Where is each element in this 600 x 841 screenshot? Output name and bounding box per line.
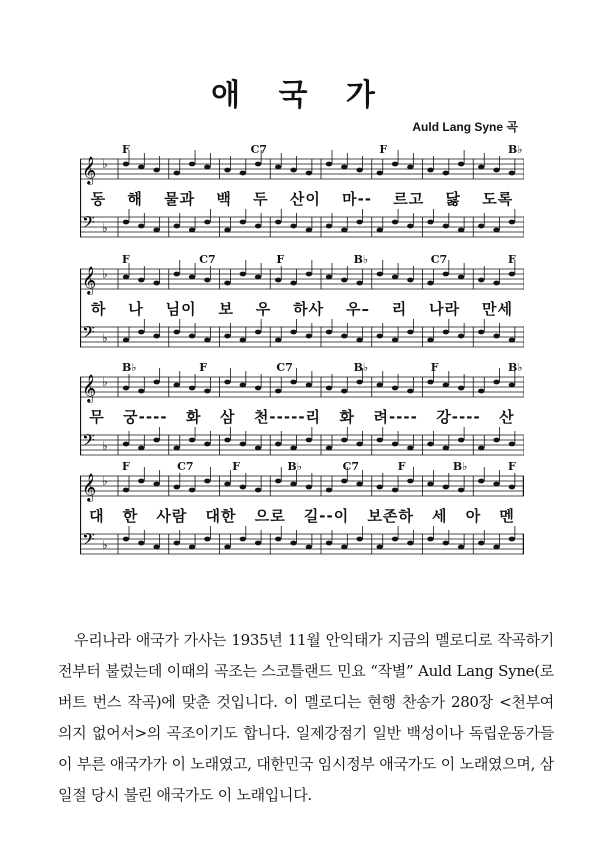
explanation-paragraph: 우리나라 애국가 가사는 1935년 11월 안익태가 지금의 멜로디로 작곡하기 전부터 불렀는데 이때의 곡조는 스코틀랜드 민요 “작별” Auld Lang Syne(로버트 번스 작곡)에 맞춘 것입니다. 이 멜로디는 현행 찬송가 280장 <천부여 의지 없어서>의 곡조이기도 합니다. 일제강점기 일반 백성이나 독립운동가들이 부른 애국가가 이 노래였고, 대한민국 임시정부 애국가도 이 노래였으며, 삼일절 당시 불린 애국가도 이 노래입니다. bbox=[58, 631, 554, 804]
chord-symbol: C7 bbox=[342, 460, 359, 473]
note-head bbox=[407, 165, 413, 170]
note-head bbox=[392, 162, 398, 167]
note-head bbox=[189, 334, 195, 339]
note-head bbox=[458, 228, 464, 233]
note-head bbox=[240, 442, 246, 447]
note-head bbox=[326, 330, 332, 335]
lyric-syllable: 산이 bbox=[289, 190, 321, 208]
note-head bbox=[153, 168, 159, 173]
lyric-syllable: 화 bbox=[186, 408, 202, 426]
note-head bbox=[306, 383, 312, 388]
lyric-syllable: 닳 bbox=[445, 190, 462, 208]
note-head bbox=[275, 278, 281, 283]
note-head bbox=[174, 171, 180, 176]
lyric-syllable: 나라 bbox=[429, 300, 461, 318]
note-head bbox=[290, 380, 296, 385]
note-head bbox=[341, 438, 347, 443]
note-head bbox=[138, 224, 144, 229]
note-head bbox=[123, 442, 129, 447]
note-head bbox=[392, 338, 398, 343]
note-head bbox=[204, 537, 210, 542]
chord-symbol: B♭ bbox=[452, 460, 468, 473]
lyric-syllable: 삼 bbox=[219, 408, 236, 426]
lyric-syllable: 두 bbox=[253, 190, 269, 208]
lyric-syllable: 한 bbox=[122, 507, 139, 525]
note-head bbox=[306, 545, 312, 550]
lyric-syllable: 리 bbox=[391, 300, 408, 318]
note-head bbox=[255, 541, 261, 546]
note-head bbox=[224, 228, 230, 233]
note-head bbox=[138, 165, 144, 170]
lyric-syllable: 려---- bbox=[373, 408, 418, 426]
note-head bbox=[341, 228, 347, 233]
note-head bbox=[478, 278, 484, 283]
note-head bbox=[458, 162, 464, 167]
note-head bbox=[458, 386, 464, 391]
note-head bbox=[174, 224, 180, 229]
lyric-syllable: 백 bbox=[216, 190, 232, 208]
note-head bbox=[153, 545, 159, 550]
note-head bbox=[493, 281, 499, 286]
lyric-line bbox=[80, 188, 524, 209]
note-head bbox=[290, 446, 296, 451]
note-head bbox=[290, 281, 296, 286]
note-head bbox=[478, 479, 484, 484]
note-head bbox=[478, 224, 484, 229]
lyric-syllable: 도록 bbox=[482, 190, 514, 208]
flat-icon: ♭ bbox=[102, 267, 108, 281]
note-head bbox=[240, 171, 246, 176]
note-head bbox=[407, 278, 413, 283]
note-head bbox=[174, 485, 180, 490]
note-head bbox=[509, 220, 515, 225]
note-head bbox=[377, 545, 383, 550]
note-head bbox=[275, 165, 281, 170]
note-head bbox=[275, 537, 281, 542]
note-head bbox=[392, 537, 398, 542]
chord-symbol: F bbox=[508, 253, 516, 266]
lyric-syllable: 천-----리 bbox=[253, 408, 322, 426]
note-head bbox=[341, 165, 347, 170]
note-head bbox=[427, 537, 433, 542]
note-head bbox=[493, 438, 499, 443]
chord-symbol: C7 bbox=[199, 253, 216, 266]
note-head bbox=[255, 224, 261, 229]
note-head bbox=[392, 442, 398, 447]
lyric-line bbox=[80, 406, 524, 427]
note-head bbox=[326, 488, 332, 493]
lyric-syllable: 마-- bbox=[342, 190, 373, 208]
lyric-syllable: 강---- bbox=[436, 408, 481, 426]
note-head bbox=[356, 442, 362, 447]
note-head bbox=[493, 228, 499, 233]
note-head bbox=[427, 220, 433, 225]
note-head bbox=[458, 334, 464, 339]
note-head bbox=[123, 275, 129, 280]
note-head bbox=[240, 383, 246, 388]
note-head bbox=[427, 380, 433, 385]
note-head bbox=[275, 479, 281, 484]
chord-symbol: B♭ bbox=[508, 143, 523, 156]
note-head bbox=[377, 171, 383, 176]
note-head bbox=[174, 446, 180, 451]
composer-credit: Auld Lang Syne 곡 bbox=[412, 120, 518, 134]
bass-clef-icon: 𝄢 bbox=[82, 430, 95, 454]
note-head bbox=[458, 275, 464, 280]
note-head bbox=[123, 220, 129, 225]
note-head bbox=[255, 386, 261, 391]
note-head bbox=[255, 275, 261, 280]
note-head bbox=[377, 383, 383, 388]
note-head bbox=[138, 479, 144, 484]
note-head bbox=[377, 272, 383, 277]
note-head bbox=[224, 482, 230, 487]
music-system-1 bbox=[80, 143, 524, 253]
note-head bbox=[123, 338, 129, 343]
note-head bbox=[326, 386, 332, 391]
note-head bbox=[443, 224, 449, 229]
note-head bbox=[174, 383, 180, 388]
chord-symbol: C7 bbox=[250, 143, 268, 156]
lyric-syllable: 해 bbox=[127, 190, 143, 208]
note-head bbox=[224, 281, 230, 286]
lyric-line bbox=[80, 505, 524, 526]
lyric-syllable: 화 bbox=[339, 408, 355, 426]
note-head bbox=[123, 162, 129, 167]
lyric-syllable: 보존하 bbox=[367, 507, 414, 525]
chord-symbol: F bbox=[122, 460, 130, 473]
lyric-syllable: 나 bbox=[128, 300, 144, 318]
note-head bbox=[392, 220, 398, 225]
note-head bbox=[138, 278, 144, 283]
note-head bbox=[478, 330, 484, 335]
treble-clef-icon: 𝄞 bbox=[82, 473, 97, 501]
lyric-syllable: 하 bbox=[90, 300, 107, 318]
note-head bbox=[326, 224, 332, 229]
chord-symbol: F bbox=[508, 460, 516, 473]
lyric-syllable: 멘 bbox=[499, 507, 515, 525]
lyric-syllable: 우– bbox=[345, 300, 370, 318]
note-head bbox=[356, 537, 362, 542]
lyric-syllable: 세 bbox=[432, 507, 448, 525]
lyric-syllable: 아 bbox=[465, 507, 482, 525]
note-head bbox=[204, 479, 210, 484]
note-head bbox=[290, 224, 296, 229]
music-system-3 bbox=[80, 361, 524, 471]
lyric-syllable: 동 bbox=[90, 190, 107, 208]
chord-symbol: B♭ bbox=[353, 253, 369, 266]
chord-symbol: F bbox=[122, 143, 130, 156]
flat-icon: ♭ bbox=[102, 439, 108, 453]
lyric-syllable: 궁---- bbox=[123, 408, 168, 426]
note-head bbox=[458, 488, 464, 493]
note-head bbox=[478, 541, 484, 546]
note-head bbox=[240, 485, 246, 490]
note-head bbox=[493, 545, 499, 550]
note-head bbox=[443, 383, 449, 388]
note-head bbox=[392, 488, 398, 493]
note-head bbox=[275, 220, 281, 225]
note-head bbox=[427, 482, 433, 487]
note-head bbox=[204, 220, 210, 225]
note-head bbox=[509, 171, 515, 176]
lyric-syllable: 르고 bbox=[393, 190, 425, 208]
note-head bbox=[204, 389, 210, 394]
note-head bbox=[153, 482, 159, 487]
note-head bbox=[290, 168, 296, 173]
note-head bbox=[509, 442, 515, 447]
lyric-syllable: 물과 bbox=[164, 190, 196, 208]
bass-clef-icon: 𝄢 bbox=[82, 322, 95, 346]
note-head bbox=[377, 485, 383, 490]
note-head bbox=[427, 281, 433, 286]
note-head bbox=[407, 224, 413, 229]
note-head bbox=[255, 488, 261, 493]
note-head bbox=[443, 330, 449, 335]
note-head bbox=[326, 275, 332, 280]
note-head bbox=[153, 228, 159, 233]
note-head bbox=[224, 334, 230, 339]
note-head bbox=[240, 220, 246, 225]
note-head bbox=[240, 537, 246, 542]
note-head bbox=[224, 380, 230, 385]
note-head bbox=[443, 446, 449, 451]
note-head bbox=[407, 479, 413, 484]
chord-symbol: C7 bbox=[177, 460, 194, 473]
note-head bbox=[255, 162, 261, 167]
note-head bbox=[306, 438, 312, 443]
note-head bbox=[443, 171, 449, 176]
note-head bbox=[443, 485, 449, 490]
note-head bbox=[458, 545, 464, 550]
note-head bbox=[138, 389, 144, 394]
note-head bbox=[123, 488, 129, 493]
lyric-syllable: 우 bbox=[255, 300, 272, 318]
note-head bbox=[204, 442, 210, 447]
lyric-syllable: 무 bbox=[89, 408, 105, 426]
note-head bbox=[478, 446, 484, 451]
page-title: 애 국 가 bbox=[211, 78, 389, 113]
note-head bbox=[326, 541, 332, 546]
note-head bbox=[509, 537, 515, 542]
note-head bbox=[377, 228, 383, 233]
chord-symbol: F bbox=[379, 143, 388, 156]
note-head bbox=[204, 165, 210, 170]
chord-symbol: B♭ bbox=[353, 361, 369, 374]
note-head bbox=[224, 438, 230, 443]
lyric-syllable: 산 bbox=[499, 408, 515, 426]
flat-icon: ♭ bbox=[102, 157, 108, 171]
note-head bbox=[493, 380, 499, 385]
note-head bbox=[174, 272, 180, 277]
note-head bbox=[153, 380, 159, 385]
chord-symbol: B♭ bbox=[287, 460, 302, 473]
note-head bbox=[407, 330, 413, 335]
note-head bbox=[189, 162, 195, 167]
note-head bbox=[189, 545, 195, 550]
chord-symbol: C7 bbox=[430, 253, 448, 266]
note-head bbox=[174, 330, 180, 335]
note-head bbox=[493, 482, 499, 487]
note-head bbox=[341, 479, 347, 484]
note-head bbox=[341, 334, 347, 339]
lyric-syllable: 대한 bbox=[205, 507, 237, 525]
lyric-syllable: 으로 bbox=[254, 507, 286, 525]
note-head bbox=[275, 338, 281, 343]
note-head bbox=[153, 281, 159, 286]
note-head bbox=[174, 541, 180, 546]
flat-icon: ♭ bbox=[102, 538, 108, 552]
treble-clef-icon: 𝄞 bbox=[82, 266, 97, 294]
chord-symbol: F bbox=[276, 253, 285, 266]
chord-symbol: F bbox=[122, 253, 130, 266]
note-head bbox=[306, 171, 312, 176]
note-head bbox=[275, 442, 281, 447]
note-head bbox=[306, 228, 312, 233]
note-head bbox=[443, 541, 449, 546]
lyric-syllable: 길--이 bbox=[303, 507, 350, 525]
flat-icon: ♭ bbox=[102, 474, 108, 488]
flat-icon: ♭ bbox=[102, 221, 108, 235]
note-head bbox=[204, 278, 210, 283]
treble-clef-icon: 𝄞 bbox=[82, 156, 97, 184]
note-head bbox=[377, 334, 383, 339]
note-head bbox=[392, 386, 398, 391]
note-head bbox=[189, 386, 195, 391]
chord-symbol: B♭ bbox=[508, 361, 523, 374]
note-head bbox=[427, 442, 433, 447]
note-head bbox=[153, 334, 159, 339]
note-head bbox=[189, 275, 195, 280]
note-head bbox=[138, 446, 144, 451]
note-head bbox=[326, 162, 332, 167]
lyric-syllable: 만세 bbox=[481, 300, 513, 318]
flat-icon: ♭ bbox=[102, 375, 108, 389]
note-head bbox=[509, 272, 515, 277]
note-head bbox=[290, 541, 296, 546]
note-head bbox=[255, 446, 261, 451]
note-head bbox=[356, 380, 362, 385]
note-head bbox=[306, 334, 312, 339]
bass-clef-icon: 𝄢 bbox=[82, 212, 95, 236]
note-head bbox=[341, 545, 347, 550]
note-head bbox=[356, 482, 362, 487]
note-head bbox=[306, 272, 312, 277]
note-head bbox=[458, 438, 464, 443]
note-head bbox=[189, 228, 195, 233]
chord-symbol: F bbox=[199, 361, 208, 374]
music-system-2 bbox=[80, 253, 524, 363]
lyric-syllable: 대 bbox=[89, 507, 105, 525]
music-system-4 bbox=[80, 460, 524, 570]
note-head bbox=[478, 165, 484, 170]
note-head bbox=[153, 438, 159, 443]
note-head bbox=[240, 338, 246, 343]
lyric-syllable: 사람 bbox=[156, 507, 188, 525]
note-head bbox=[290, 482, 296, 487]
lyric-syllable: 보 bbox=[218, 300, 234, 318]
note-head bbox=[255, 330, 261, 335]
flat-icon: ♭ bbox=[102, 331, 108, 345]
lyric-syllable: 님이 bbox=[165, 300, 197, 318]
note-head bbox=[123, 537, 129, 542]
note-head bbox=[407, 446, 413, 451]
note-head bbox=[341, 389, 347, 394]
note-head bbox=[509, 383, 515, 388]
lyric-line bbox=[80, 298, 524, 319]
note-head bbox=[509, 338, 515, 343]
note-head bbox=[443, 272, 449, 277]
note-head bbox=[204, 338, 210, 343]
note-head bbox=[138, 330, 144, 335]
chord-symbol: C7 bbox=[276, 361, 293, 374]
note-head bbox=[189, 488, 195, 493]
chord-symbol: F bbox=[397, 460, 406, 473]
note-head bbox=[224, 545, 230, 550]
lyric-syllable: 하사 bbox=[293, 300, 325, 318]
note-head bbox=[138, 541, 144, 546]
chord-symbol: F bbox=[232, 460, 241, 473]
note-head bbox=[493, 334, 499, 339]
note-head bbox=[493, 168, 499, 173]
note-head bbox=[189, 438, 195, 443]
chord-symbol: F bbox=[430, 361, 439, 374]
note-head bbox=[356, 168, 362, 173]
bass-clef-icon: 𝄢 bbox=[82, 529, 95, 553]
treble-clef-icon: 𝄞 bbox=[82, 374, 97, 402]
note-head bbox=[224, 168, 230, 173]
note-head bbox=[356, 220, 362, 225]
note-head bbox=[407, 541, 413, 546]
note-head bbox=[326, 446, 332, 451]
note-head bbox=[509, 485, 515, 490]
note-head bbox=[275, 389, 281, 394]
note-head bbox=[123, 386, 129, 391]
note-head bbox=[427, 168, 433, 173]
note-head bbox=[290, 330, 296, 335]
chord-symbol: B♭ bbox=[122, 361, 137, 374]
note-head bbox=[240, 272, 246, 277]
note-head bbox=[377, 438, 383, 443]
note-head bbox=[306, 485, 312, 490]
note-head bbox=[356, 281, 362, 286]
note-head bbox=[427, 338, 433, 343]
note-head bbox=[356, 338, 362, 343]
note-head bbox=[392, 275, 398, 280]
note-head bbox=[341, 278, 347, 283]
note-head bbox=[478, 389, 484, 394]
note-head bbox=[407, 389, 413, 394]
